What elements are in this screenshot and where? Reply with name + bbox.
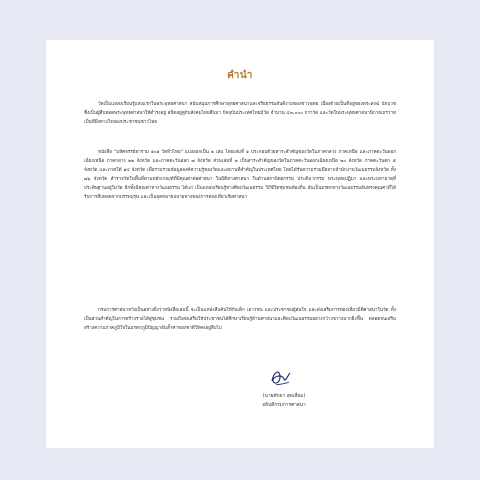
- paragraph-closing: [84, 306, 396, 333]
- page-title: คำนำ: [227, 70, 253, 81]
- document-page: [46, 40, 434, 448]
- paragraph-intro-text: วัดเป็นแหล่งเรียนรู้แห่งแรกในพระพุทธศาสนา สนับสนุนการศึกษาพุทธศาสนาและจริยธรรมอันดีงามของชาวพุทธ เนื่องด้วยเป็นที่อยู่ของพระสงฆ์ นักบวชซึ่งเป็นผู้สืบทอดพระพุทธศาสนาให้ดำรงอยู่ สถิตอยู่คู่กับสังคมไทยสืบมา ปัจจุบันประเทศไทยมีวัด จำนวน ๔๓,๐๐๐ กว่าวัด และวัดในพระพุทธศาสนานิกายเถรวาทเป็นที่พึ่งทางใจของประชาชนชาวไทย: [84, 102, 396, 125]
- paragraph-closing-text: กรมการศาสนาหวังเป็นอย่างยิ่งว่าหนังสือเล่มนี้ จะเป็นแหล่งสืบค้นให้กับเด็ก เยาวชน และประชาชนผู้สนใจ และส่งเสริมการท่องเที่ยวมิติศาสนาในวัด ทั้งเป็นส่วนสำคัญในการสร้างรายได้สู่ชุมชน รวมถึงส่งเสริมให้ประชาชนได้ศึกษาเรียนรู้ด้านศาสนาและศิลปวัฒนธรรมอย่างกว้างขวางมากยิ่งขึ้น ตลอดจนเสริมสร้างความภาคภูมิใจในมรดกภูมิปัญญาอันล้ำค่าของชาติให้คงอยู่สืบไป: [84, 308, 396, 331]
- signer-title: อธิบดีกรมการศาสนา: [262, 403, 306, 408]
- signature-image: [268, 367, 294, 389]
- paragraph-book-description-text: หนังสือ "มหัศจรรย์อาราม ๑๐๑ วัดทั่วไทย" แบ่งออกเป็น ๒ เล่ม โดยเล่มที่ ๑ ประกอบด้วยสาระสำคัญของวัดในภาคกลาง ภาคเหนือ และภาคตะวันออกเฉียงเหนือ ภาคกลาง ๒๒ จังหวัด และภาคตะวันออก ๗ จังหวัด ส่วนเล่มที่ ๒ เป็นสาระสำคัญของวัดในภาคตะวันออกเฉียงเหนือ ๒๐ จังหวัด ภาคตะวันตก ๕ จังหวัด และภาคใต้ ๑๔ จังหวัด เพื่อรวบรวมข้อมูลองค์ความรู้ของวัดและสถานที่สำคัญในประเทศไทย โดยได้รับความร่วมมือจากสำนักงานวัฒนธรรมจังหวัด ทั้ง ๗๖ จังหวัด สำรวจวัดในพื้นที่ตามหลักเกณฑ์ที่มีคุณค่าต่อศาสนา ในมิติทางศาสนา ในด้านสถาปัตยกรรม ประติมากรรม พระพุทธปฏิมา และพระมหาธาตุที่ประดิษฐานอยู่ในวัด อีกทั้งมีคุณค่าทางวัฒนธรรม ได้แก่ เป็นแหล่งเรียนรู้ทางศิลปวัฒนธรรม วิถีชีวิตชุมชนท้องถิ่น อันเป็นมรดกทางวัฒนธรรมอันทรงคุณค่าที่ได้รับการสืบทอดจากบรรพบุรุษ และเป็นจุดหมายปลายทางของการท่องเที่ยวเชิงศาสนา: [84, 150, 396, 200]
- signer-name: (นายศักดา สุดเสี่ยม): [262, 394, 306, 399]
- paragraph-book-description: [84, 148, 396, 202]
- paragraph-intro: [84, 100, 396, 127]
